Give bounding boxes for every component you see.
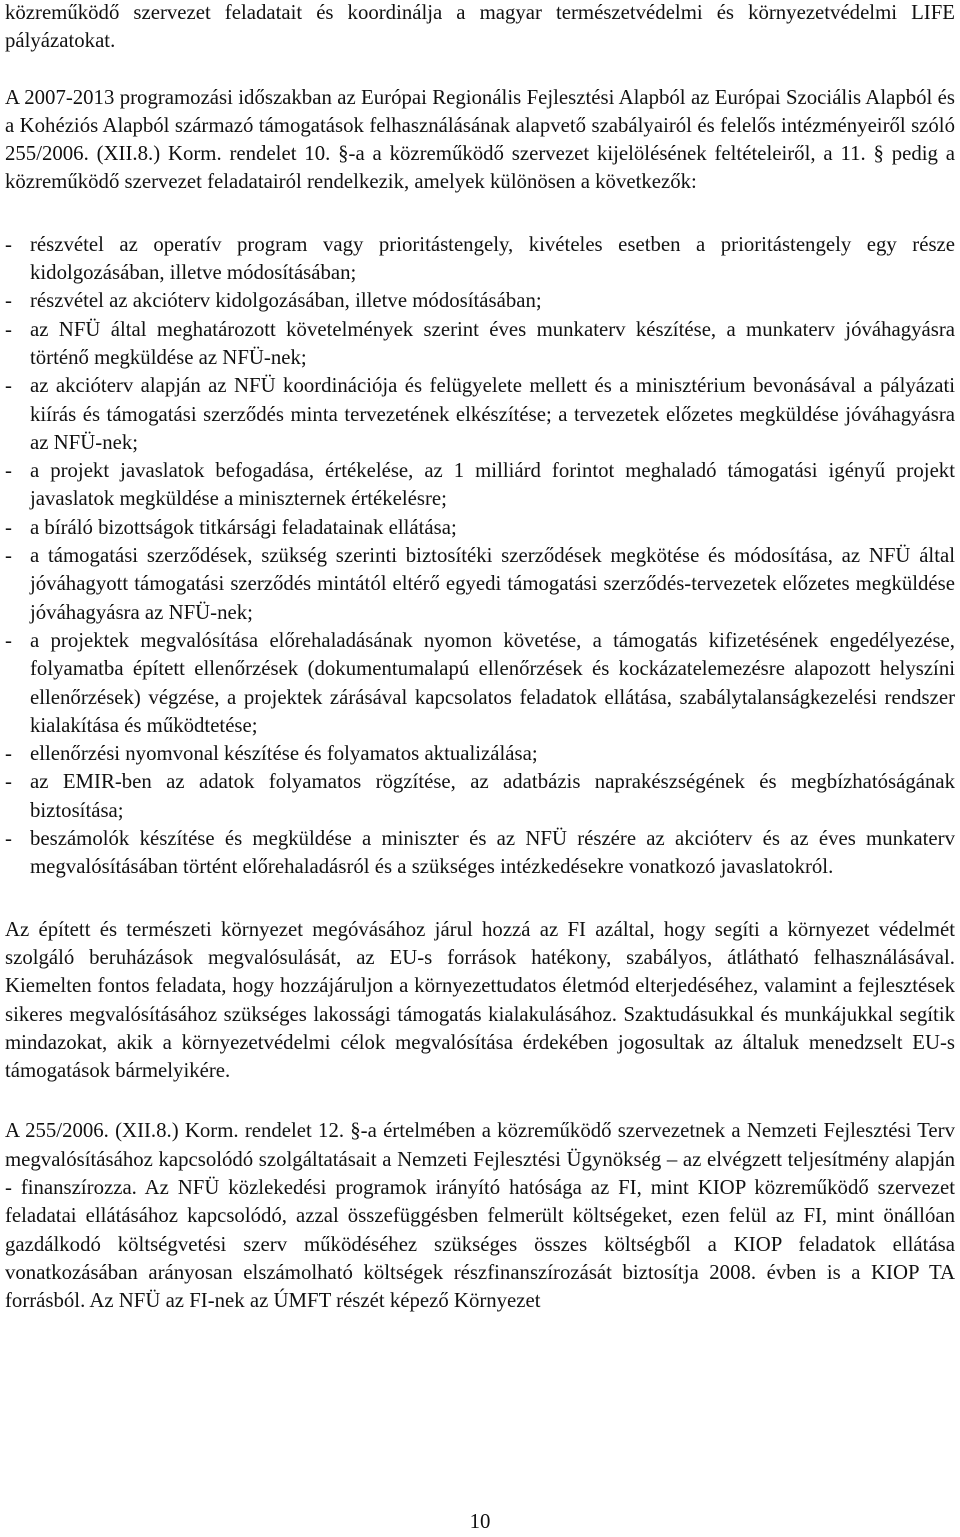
- page-number: 10: [469, 1510, 491, 1533]
- bullet-marker: -: [5, 827, 12, 851]
- task-list-item: [5, 372, 955, 457]
- task-list-item: [5, 457, 955, 514]
- bullet-marker: -: [5, 374, 12, 398]
- task-text: az NFÜ által meghatározott követelmények szerint éves munkaterv készítése, a munkaterv jóváhagyásra történő megküldése az NFÜ-nek;: [30, 317, 955, 369]
- task-text: a bíráló bizottságok titkársági feladatainak ellátása;: [30, 515, 457, 539]
- paragraph-spacer: [5, 882, 955, 916]
- bullet-marker: -: [5, 770, 12, 794]
- task-list-item: [5, 825, 955, 882]
- bullet-marker: -: [5, 742, 12, 766]
- task-list-item: [5, 316, 955, 373]
- financing-paragraph: A 255/2006. (XII.8.) Korm. rendelet 12. §-a értelmében a közreműködő szervezetnek a Nemzeti Fejlesztési Terv megvalósításához kapcsolódó szolgáltatásait a Nemzeti Fejlesztési Ügynökség – az elvégzett teljesítmény alapján - finanszírozza. Az NFÜ közlekedési programok irányító hatósága az FI, mint KIOP közreműködő szervezet feladatai ellátásához kapcsolódó, azzal összefüggésben felmerült költségeket, ezen felül az FI, mint önállóan gazdálkodó költségvetési szerv működéséhez szükséges összes költségből a KIOP feladatok ellátása vonatkozásában arányosan elszámolható költségek részfinanszírozását biztosítja 2008. évben is a KIOP TA forrásból. Az NFÜ az FI-nek az ÚMFT részét képező Környezet: [5, 1119, 955, 1313]
- task-list-item: [5, 287, 955, 315]
- task-list-item: [5, 627, 955, 740]
- bullet-marker: -: [5, 459, 12, 483]
- task-text: az akcióterv alapján az NFÜ koordinációja és felügyelete mellett és a minisztérium bevonásával a pályázati kiírás és támogatási szerződés minta tervezetének elkészítése; a tervezetek előzetes megküldése jóváhagyásra az NFÜ-nek;: [30, 374, 955, 454]
- task-list: [5, 231, 955, 882]
- bullet-marker: -: [5, 289, 12, 313]
- task-text: az EMIR-ben az adatok folyamatos rögzítése, az adatbázis naprakészségének és megbízhatóságának biztosítása;: [30, 770, 955, 822]
- task-text: a projekt javaslatok befogadása, értékelése, az 1 milliárd forintot meghaladó támogatási igényű projekt javaslatok megküldése a miniszternek értékelésre;: [30, 459, 955, 511]
- bullet-marker: -: [5, 232, 12, 256]
- task-text: beszámolók készítése és megküldése a miniszter és az NFÜ részére az akcióterv és az éves munkaterv megvalósításában történt előrehaladásról és a szükséges intézkedésekre vonatkozó javaslatokról.: [30, 827, 955, 879]
- paragraph-spacer: [5, 1085, 955, 1117]
- task-list-item: [5, 740, 955, 768]
- task-text: részvétel az akcióterv kidolgozásában, illetve módosításában;: [30, 289, 542, 313]
- task-list-item: [5, 768, 955, 825]
- task-text: ellenőrzési nyomvonal készítése és folyamatos aktualizálása;: [30, 742, 538, 766]
- task-list-item: [5, 542, 955, 627]
- bullet-marker: -: [5, 544, 12, 568]
- task-text: a projektek megvalósítása előrehaladásának nyomon követése, a támogatás kifizetésének engedélyezése, folyamatba épített ellenőrzések (dokumentumalapú ellenőrzések és kockázatelemezésre alapozott helyszíni ellenőrzések) végzése, a projektek zárásával kapcsolatos feladatok ellátása, szabálytalanságkezelési rendszer kialakítása és működtetése;: [30, 628, 955, 737]
- task-text: a támogatási szerződések, szükség szerinti biztosítéki szerződések megkötése és módosítása, az NFÜ által jóváhagyott támogatási szerződés mintától eltérő egyedi támogatási szerződés-tervezetek előzetes megküldése jóváhagyásra az NFÜ-nek;: [30, 544, 955, 624]
- bullet-marker: -: [5, 628, 12, 652]
- paragraph-spacer: [5, 56, 955, 84]
- legal-basis-paragraph: A 2007-2013 programozási időszakban az Európai Regionális Fejlesztési Alapból az Európai Szociális Alapból és a Kohéziós Alapból származó támogatások felhasználásának alapvető szabályairól és felelős intézményeiről szóló 255/2006. (XII.8.) Korm. rendelet 10. §-a a közreműködő szervezet kijelölésének feltételeiről, a 11. § pedig a közreműködő szervezet feladatairól rendelkezik, amelyek különösen a következők:: [5, 85, 955, 194]
- task-list-item: [5, 514, 955, 542]
- task-text: részvétel az operatív program vagy prioritástengely, kivételes esetben a prioritástengely egy része kidolgozásában, illetve módosításában;: [30, 232, 955, 285]
- intro-paragraph: közreműködő szervezet feladatait és koordinálja a magyar természetvédelmi és környezetvédelmi LIFE pályázatokat.: [5, 1, 955, 53]
- environment-paragraph: Az épített és természeti környezet megóvásához járul hozzá az FI azáltal, hogy segíti a környezet védelmét szolgáló beruházások megvalósulását, az EU-s források hatékony, szabályos, átlátható felhasználásával. Kiemelten fontos feladata, hogy hozzájáruljon a környezettudatos életmód elterjedéséhez, valamint a fejlesztések sikeres megvalósításához szükséges lakossági támogatás kialakulásához. Szaktudásukkal és munkájukkal segítik mindazokat, akik a környezetvédelmi célok megvalósítása érdekében jogosultak az általuk menedzselt EU-s támogatások bármelyikére.: [5, 917, 955, 1083]
- bullet-marker: -: [5, 317, 12, 341]
- paragraph-spacer: [5, 197, 955, 231]
- task-list-item: [5, 231, 955, 288]
- document-page: [5, 0, 955, 1315]
- bullet-marker: -: [5, 515, 12, 539]
